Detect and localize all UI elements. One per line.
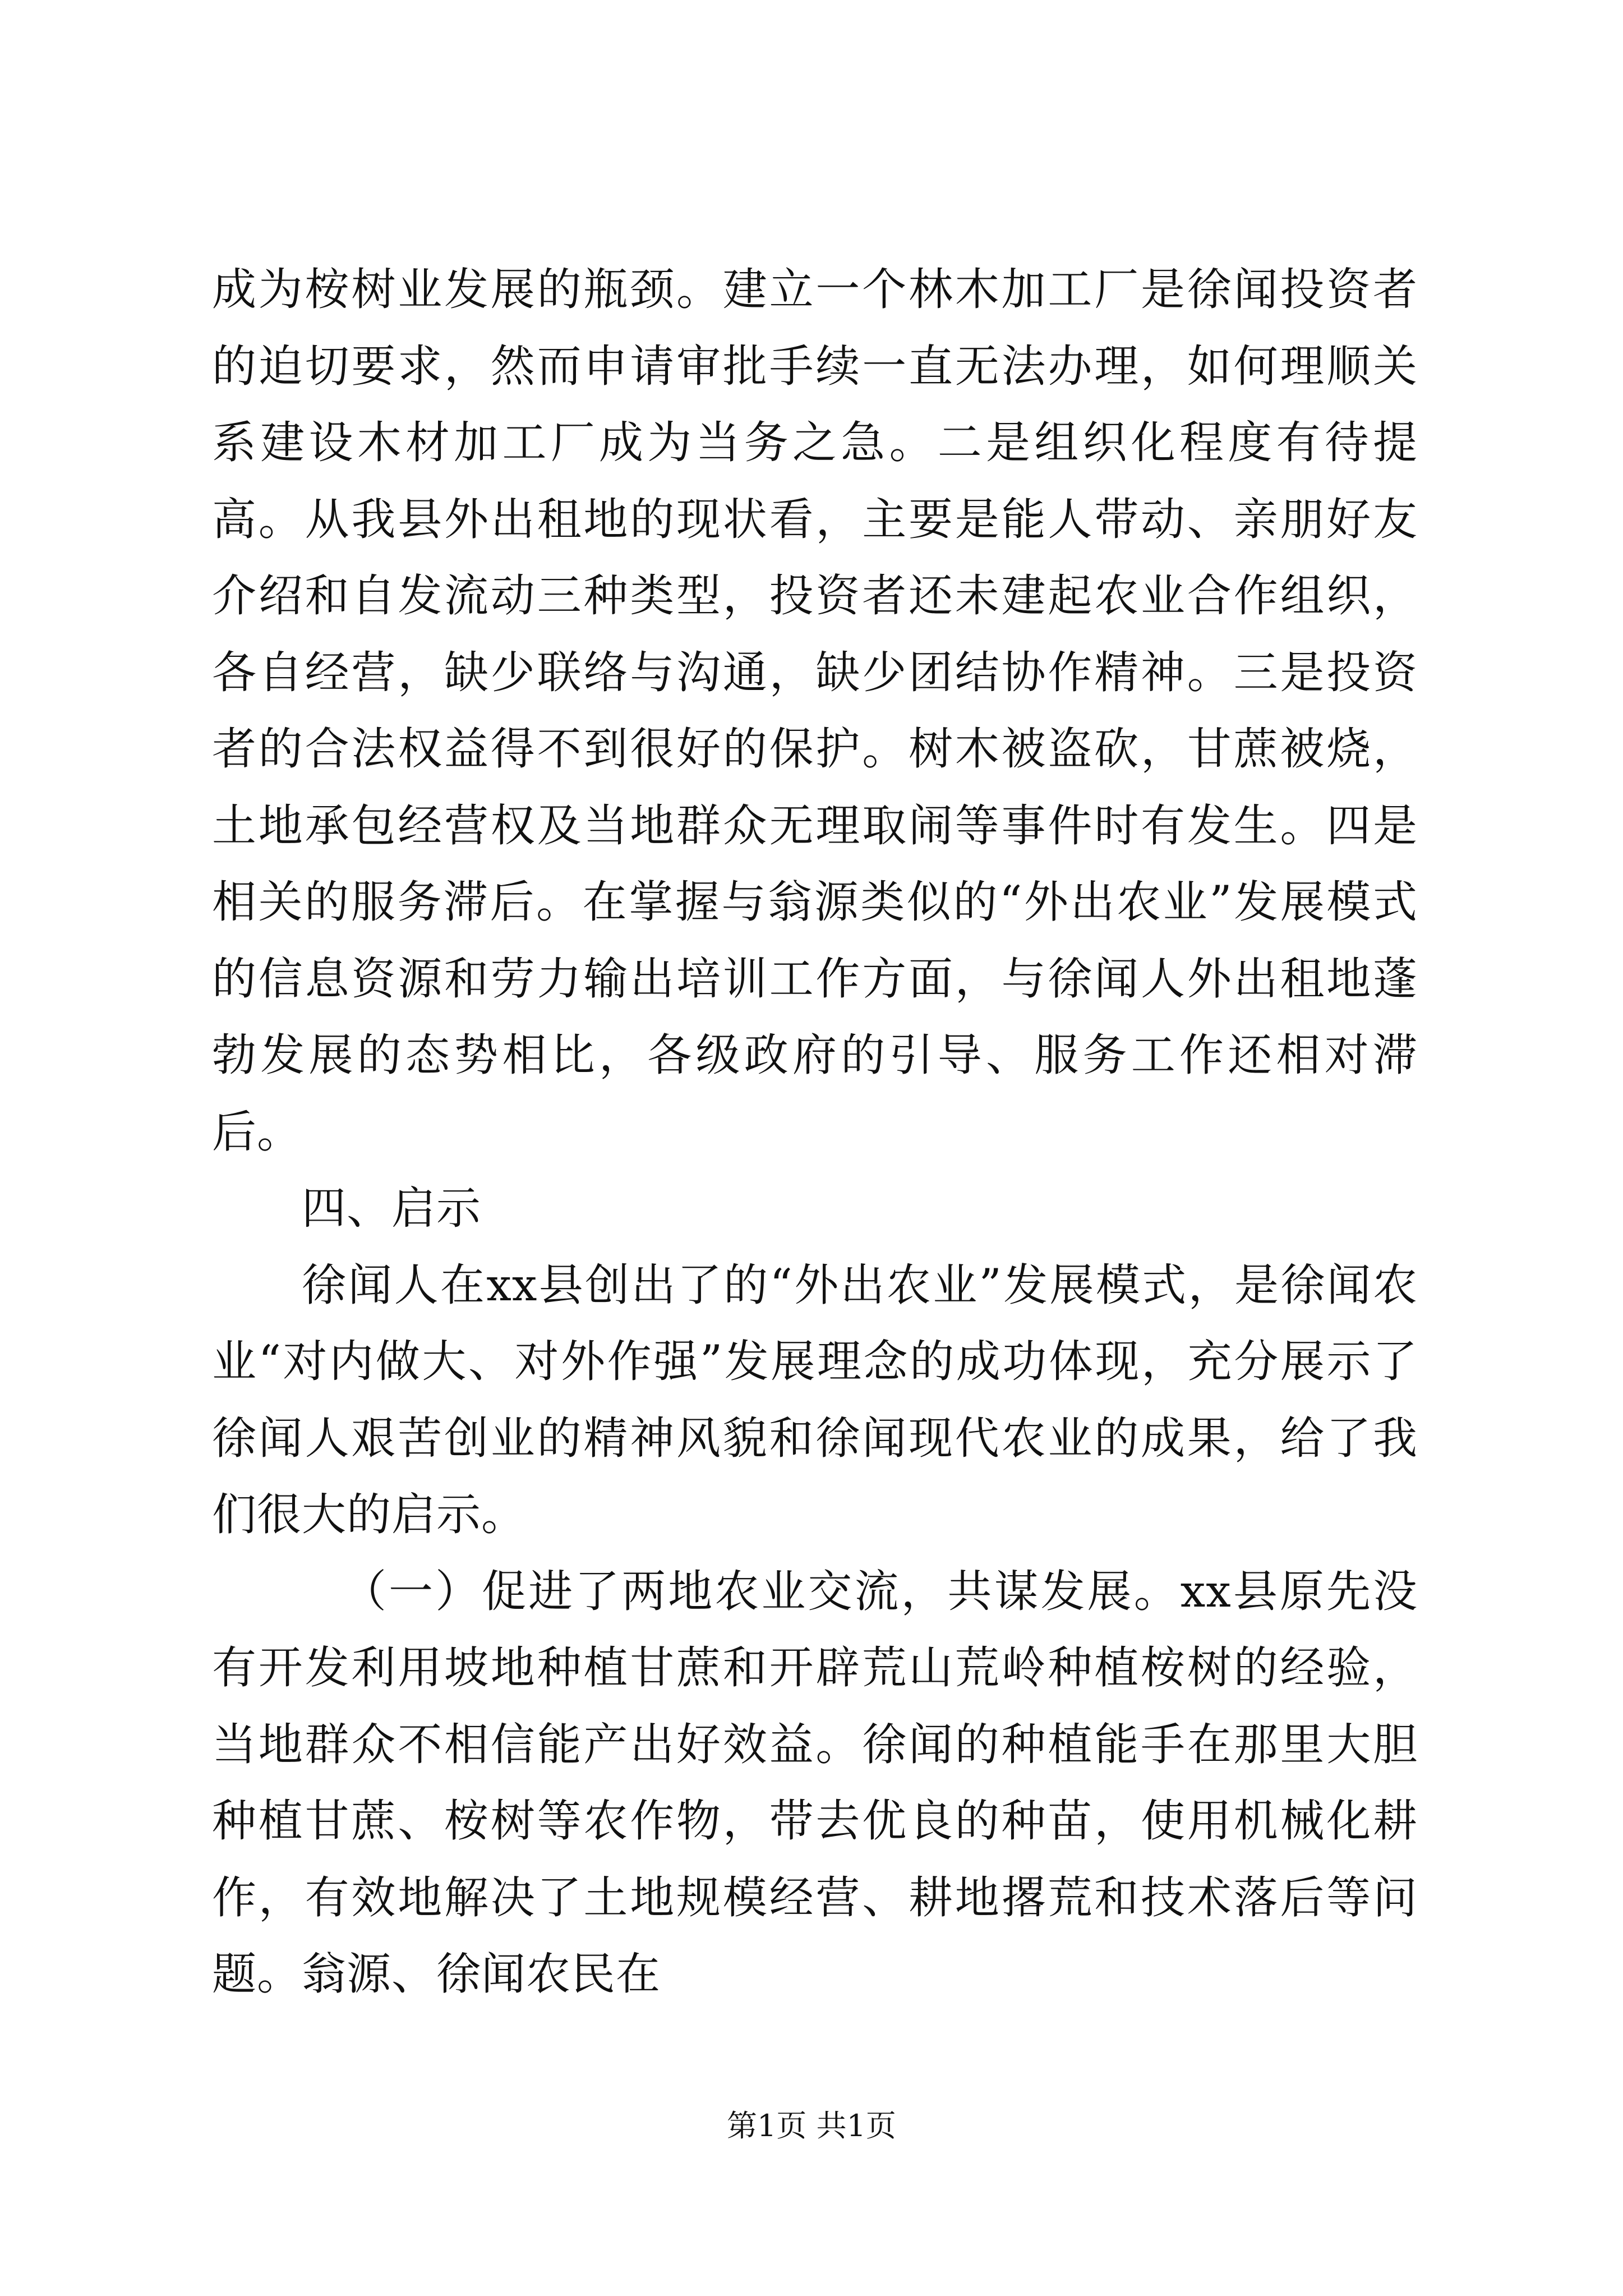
page-footer: 第1页 共1页 xyxy=(727,2108,896,2143)
body-paragraph: （一）促进了两地农业交流，共谋发展。xx县原先没有开发利用坡地种植甘蔗和开辟荒山荒岭种植桉树的经验，当地群众不相信能产出好效益。徐闻的种植能手在那里大胆种植甘蔗、桉树等农作物，带去优良的种苗，使用机械化耕作，有效地解决了土地规模经营、耕地撂荒和技术落后等问题。翁源、徐闻农民在 xyxy=(212,1565,1418,2000)
body-paragraph: 成为桉树业发展的瓶颈。建立一个林木加工厂是徐闻投资者的迫切要求，然而申请审批手续一直无法办理，如何理顺关系建设木材加工厂成为当务之急。二是组织化程度有待提高。从我县外出租地的现状看，主要是能人带动、亲朋好友介绍和自发流动三种类型，投资者还未建起农业合作组织，各自经营，缺少联络与沟通，缺少团结协作精神。三是投资者的合法权益得不到很好的保护。树木被盗砍，甘蔗被烧，土地承包经营权及当地群众无理取闹等事件时有发生。四是相关的服务滞后。在掌握与翁源类似的“外出农业”发展模式的信息资源和劳力输出培训工作方面，与徐闻人外出租地蓬勃发展的态势相比，各级政府的引导、服务工作还相对滞后。 xyxy=(212,264,1418,1158)
document-body xyxy=(212,251,1418,2013)
section-heading: 四、启示 xyxy=(302,1182,481,1234)
body-paragraph: 徐闻人在xx县创出了的“外出农业”发展模式，是徐闻农业“对内做大、对外作强”发展理念的成功体现，充分展示了徐闻人艰苦创业的精神风貌和徐闻现代农业的成果，给了我们很大的启示。 xyxy=(212,1259,1418,1540)
